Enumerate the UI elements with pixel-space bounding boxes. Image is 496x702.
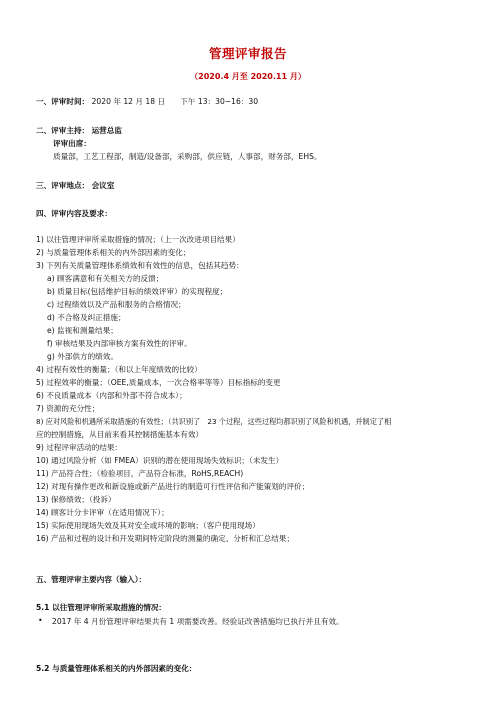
bullet-dot-icon: • xyxy=(38,616,43,625)
subsection-5-1-heading: 5.1 以往管理评审所采取措施的情况： xyxy=(36,603,167,612)
list-item: 9) 过程评审活动的结果： xyxy=(36,443,123,452)
review-time-row xyxy=(36,97,258,107)
list-item: 13) 保修绩效；（投诉） xyxy=(36,495,116,504)
report-period: （2020.4 月至 2020.11 月） xyxy=(190,72,306,81)
list-item: 7) 资源的充分性； xyxy=(36,404,100,413)
list-item: 3) 下列有关质量管理体系绩效和有效性的信息，包括其趋势： xyxy=(36,261,244,270)
list-item: 11) 产品符合性；（检验项目，产品符合标准，RoHS,REACH) xyxy=(36,469,244,478)
sub-list-item: g) 外部供方的绩效。 xyxy=(47,352,118,361)
sub-list-item: c) 过程绩效以及产品和服务的合格情况； xyxy=(47,300,186,309)
list-item: 10) 通过风险分析（如 FMEA）识别的潜在使用现场失效标识；（未发生） xyxy=(36,456,284,465)
list-item-8-line-1: 8) 应对风险和机遇所采取措施的有效性；（共识别了 23 个过程，这些过程均都识别了风险和机遇，并制定了相 xyxy=(36,417,392,426)
section-5-heading: 五、管理评审主要内容（输入）： xyxy=(36,575,147,584)
subsection-5-1-text: 2017 年 4 月份管理评审结果共有 1 项需要改善。经验证改善措施均已执行并且有效。 xyxy=(52,617,344,626)
sub-list-item: b) 质量目标(包括维护目标的绩效评审）的实现程度； xyxy=(47,287,228,296)
list-item: 1) 以往管理评审所采取措施的情况；（上一次改进项目结果） xyxy=(36,235,240,244)
attendance-label: 评审出席： xyxy=(53,139,91,148)
list-item: 15) 实际使用现场失效及其对安全或环境的影响；（客户使用现场） xyxy=(36,521,260,530)
sub-list-item: f) 审核结果及内部审核方案有效性的评审。 xyxy=(47,339,192,348)
report-title: 管理评审报告 xyxy=(208,46,287,61)
list-item: 14) 顾客计分卡评审（在适用情况下）； xyxy=(36,508,169,517)
sub-list-item: a) 顾客满意和有关相关方的反馈； xyxy=(47,274,164,283)
review-time-label: 一、评审时间： xyxy=(36,97,90,106)
list-item: 16) 产品和过程的设计和开发期间特定阶段的测量的确定、分析和汇总结果； xyxy=(36,534,295,543)
list-item: 5) 过程效率的衡量；（OEE,质量成本，一次合格率等等）目标指标的变更 xyxy=(36,378,281,387)
review-location-row xyxy=(36,181,114,191)
attendance-list: 质量部，工艺工程部，制造/设备部，采购部，供应链，人事部，财务部，EHS。 xyxy=(53,152,322,161)
section-4-heading: 四、评审内容及要求： xyxy=(36,209,112,218)
list-item: 2) 与质量管理体系相关的内外部因素的变化； xyxy=(36,248,191,257)
list-item-8-line-2: 应的控制措施，从目前来看其控制措施基本有效） xyxy=(36,430,204,439)
sub-list-item: e) 监视和测量结果； xyxy=(47,326,118,335)
review-host-label: 二、评审主持： xyxy=(36,126,90,135)
list-item: 4) 过程有效性的衡量；（和以上年度绩效的比较） xyxy=(36,365,202,374)
review-location-value: 会议室 xyxy=(91,181,115,190)
review-host-value: 运营总监 xyxy=(91,126,122,135)
review-location-label: 三、评审地点： xyxy=(36,181,90,190)
list-item: 6) 不良质量成本（内部和外部不符合成本）； xyxy=(36,391,187,400)
subsection-5-2-heading: 5.2 与质量管理体系相关的内外部因素的变化： xyxy=(36,664,197,673)
review-time-value: 2020 年 12 月 18 日 下午 13：30~16：30 xyxy=(91,97,259,106)
sub-list-item: d) 不合格及纠正措施； xyxy=(47,313,126,322)
list-item: 12) 对现有操作更改和新设施或新产品进行的制造可行性评估和产能策划的评价； xyxy=(36,482,310,491)
review-host-row xyxy=(36,126,122,136)
